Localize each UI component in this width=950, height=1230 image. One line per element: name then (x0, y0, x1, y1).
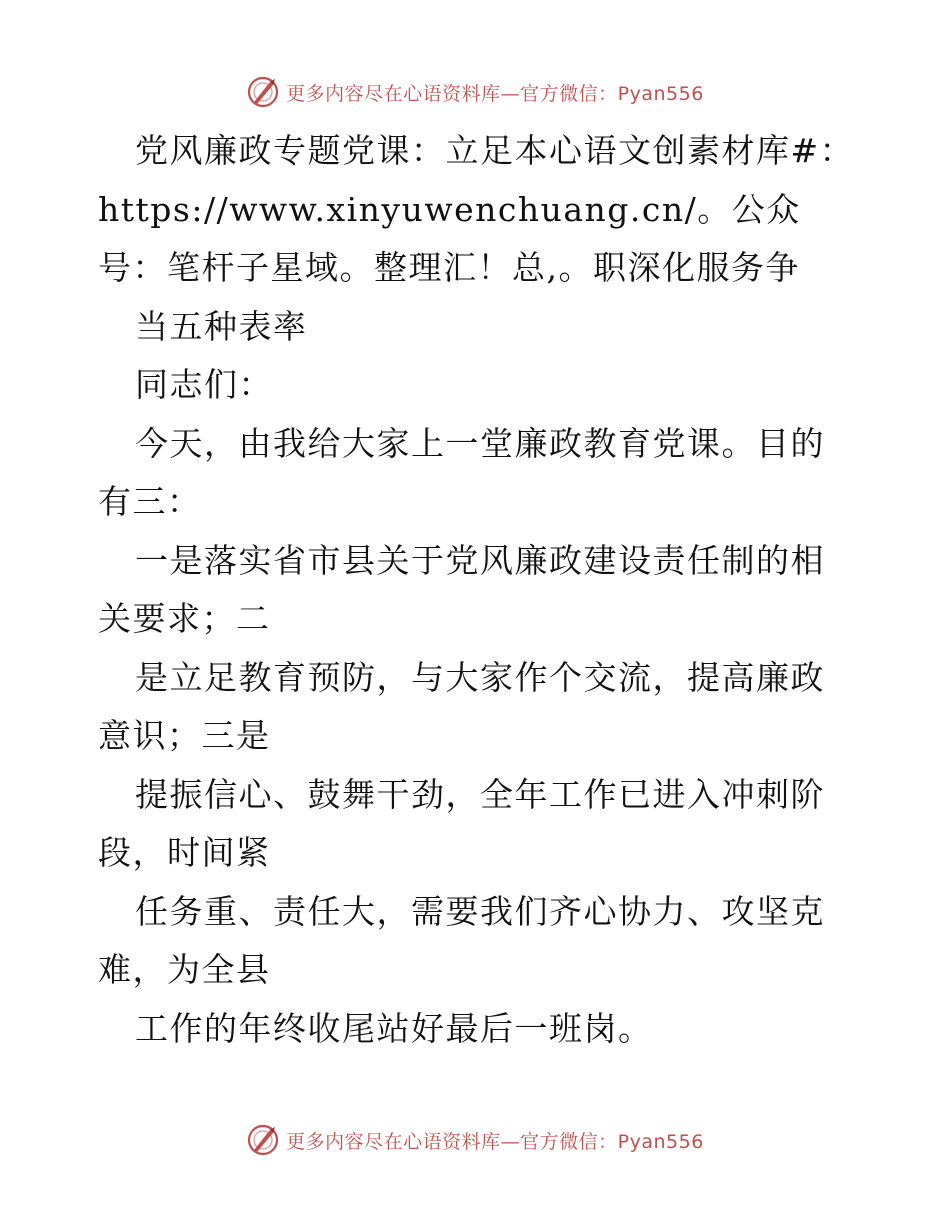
paragraph: 工作的年终收尾站好最后一班岗。 (135, 1008, 653, 1048)
paragraph-salutation: 同志们： (135, 365, 273, 404)
paragraph-title: 党风廉政专题党课：立足本心语文创素材库#：https://www.xinyuwenchuang.cn/。公众号：笔杆子星域。整理汇！总,。职深化服务争 (98, 131, 855, 287)
paragraph: 今天，由我给大家上一堂廉政教育党课。目的有三： (98, 423, 825, 521)
header-watermark (0, 72, 950, 112)
paragraph: 任务重、责任大，需要我们齐心协力、攻坚克难，为全县 (98, 891, 825, 989)
quill-pen-logo-icon (246, 75, 280, 109)
watermark-wechat: Pyan556 (617, 1130, 704, 1153)
watermark-text (286, 79, 704, 106)
footer-watermark (0, 1120, 950, 1160)
document-body (98, 122, 858, 1058)
watermark-prefix: 更多内容尽在心语资料库—官方微信： (286, 1130, 618, 1153)
quill-pen-logo-icon (246, 1123, 280, 1157)
watermark-text (286, 1127, 704, 1154)
watermark-wechat: Pyan556 (617, 82, 704, 105)
paragraph: 是立足教育预防，与大家作个交流，提高廉政意识；三是 (98, 657, 825, 755)
watermark-prefix: 更多内容尽在心语资料库—官方微信： (286, 82, 618, 105)
paragraph-subtitle: 当五种表率 (135, 306, 308, 346)
paragraph: 一是落实省市县关于党风廉政建设责任制的相关要求；二 (98, 540, 825, 638)
paragraph: 提振信心、鼓舞干劲，全年工作已进入冲刺阶段，时间紧 (98, 774, 825, 872)
